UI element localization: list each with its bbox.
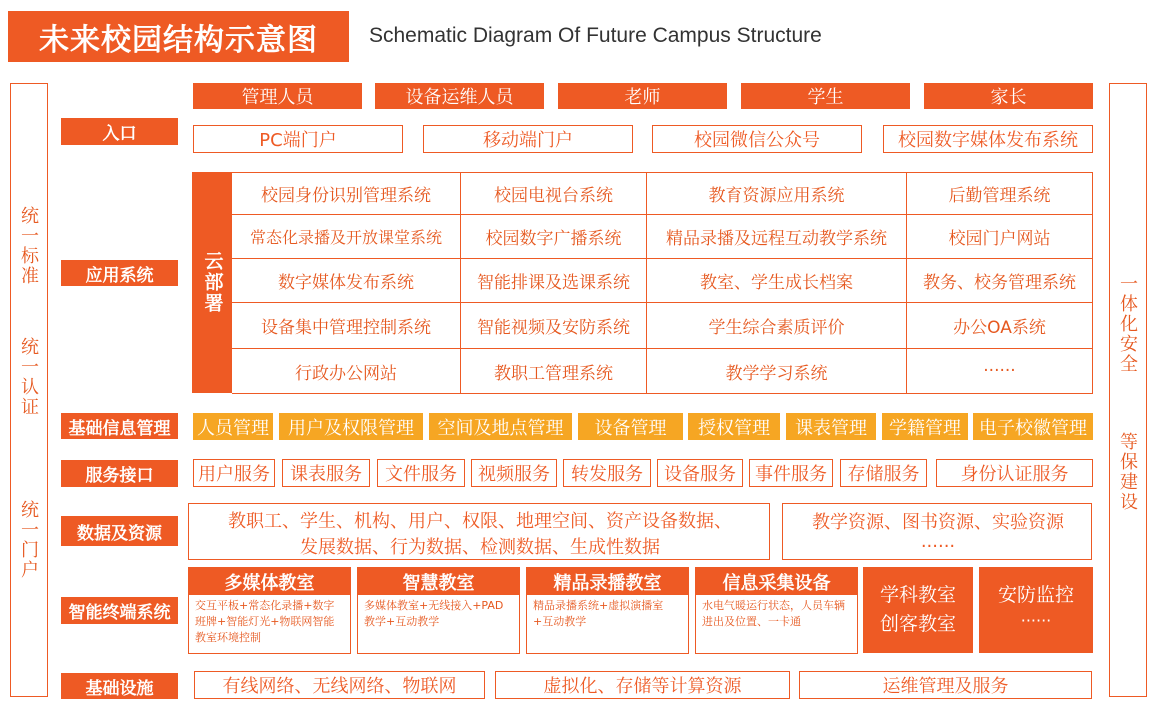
row-label-data: 数据及资源 xyxy=(61,516,178,546)
service-event: 事件服务 xyxy=(749,459,833,487)
left-label-standard: 统一标准 xyxy=(18,206,39,286)
app-cell: 后勤管理系统 xyxy=(907,173,1093,215)
info-space: 空间及地点管理 xyxy=(429,413,572,440)
entrance-media-system: 校园数字媒体发布系统 xyxy=(883,125,1093,153)
service-device: 设备服务 xyxy=(657,459,743,487)
app-cell: 教室、学生成长档案 xyxy=(647,259,907,303)
terminal-recording xyxy=(526,567,689,654)
app-cell: 数字媒体发布系统 xyxy=(232,259,461,303)
info-authorization: 授权管理 xyxy=(688,413,780,440)
terminal-security xyxy=(979,567,1093,653)
terminal-title: 多媒体教室 xyxy=(189,568,350,595)
info-schedule: 课表管理 xyxy=(786,413,876,440)
right-side-panel xyxy=(1109,83,1147,697)
app-cell: 智能排课及选课系统 xyxy=(461,259,647,303)
app-grid xyxy=(232,172,1093,393)
app-cell: 常态化录播及开放课堂系统 xyxy=(232,215,461,259)
data-left-line1: 教职工、学生、机构、用户、权限、地理空间、资产设备数据、 xyxy=(228,511,732,532)
left-side-panel xyxy=(10,83,48,697)
info-permission: 用户及权限管理 xyxy=(279,413,423,440)
user-parent: 家长 xyxy=(924,83,1093,109)
info-personnel: 人员管理 xyxy=(193,413,273,440)
page-subtitle: Schematic Diagram Of Future Campus Structure xyxy=(369,24,822,47)
app-cell: 行政办公网站 xyxy=(232,349,461,394)
terminal-desc: 交互平板+常态化录播+数字班牌+智能灯光+物联网智能教室环境控制 xyxy=(195,599,335,644)
service-forward: 转发服务 xyxy=(563,459,651,487)
row-label-apps: 应用系统 xyxy=(61,260,178,286)
terminal-multimedia xyxy=(188,567,351,654)
terminal-desc: 水电气暖运行状态，人员车辆进出及位置、一卡通 xyxy=(702,599,845,628)
infra-compute: 虚拟化、存储等计算资源 xyxy=(495,671,790,699)
terminal-desc: 多媒体教室+无线接入+PAD教学+互动教学 xyxy=(364,599,504,628)
terminal-title: 信息采集设备 xyxy=(696,568,857,595)
app-cell: 办公OA系统 xyxy=(907,303,1093,349)
app-cell: 校园数字广播系统 xyxy=(461,215,647,259)
infra-ops: 运维管理及服务 xyxy=(799,671,1092,699)
terminal-subject-maker xyxy=(863,567,973,653)
entrance-wechat: 校园微信公众号 xyxy=(652,125,862,153)
data-box-right xyxy=(782,503,1092,560)
data-right-line1: 教学资源、图书资源、实验资源 xyxy=(812,512,1064,533)
service-schedule: 课表服务 xyxy=(282,459,370,487)
row-label-entrance: 入口 xyxy=(61,118,178,145)
row-label-terminal: 智能终端系统 xyxy=(61,597,178,624)
app-cell: 精品录播及远程互动教学系统 xyxy=(647,215,907,259)
app-cell: 设备集中管理控制系统 xyxy=(232,303,461,349)
info-device: 设备管理 xyxy=(578,413,683,440)
right-label-protection: 等保建设 xyxy=(1117,432,1138,512)
app-cell: 教职工管理系统 xyxy=(461,349,647,394)
terminal-desc: 精品录播系统+虚拟演播室+互动教学 xyxy=(533,599,664,628)
cloud-deploy-label xyxy=(192,172,232,393)
data-box-left xyxy=(188,503,770,560)
left-label-portal: 统一门户 xyxy=(18,500,39,580)
data-left-line2: 发展数据、行为数据、检测数据、生成性数据 xyxy=(300,537,660,558)
app-cell: ······ xyxy=(907,349,1093,394)
app-cell: 校园门户网站 xyxy=(907,215,1093,259)
service-identity: 身份认证服务 xyxy=(936,459,1093,487)
app-cell: 学生综合素质评价 xyxy=(647,303,907,349)
right-label-security: 一体化安全 xyxy=(1117,274,1138,374)
data-right-line2: ······ xyxy=(920,535,956,557)
terminal-collection xyxy=(695,567,858,654)
row-label-infra: 基础设施 xyxy=(61,673,178,699)
app-cell: 校园身份识别管理系统 xyxy=(232,173,461,215)
left-label-auth: 统一认证 xyxy=(18,337,39,417)
terminal-extra-line: 创客教室 xyxy=(879,612,956,635)
terminal-title: 智慧教室 xyxy=(358,568,519,595)
service-storage: 存储服务 xyxy=(840,459,927,487)
info-badge: 电子校徽管理 xyxy=(973,413,1093,440)
terminal-smart-classroom xyxy=(357,567,520,654)
infra-network: 有线网络、无线网络、物联网 xyxy=(194,671,485,699)
user-student: 学生 xyxy=(741,83,910,109)
app-cell: 教育资源应用系统 xyxy=(647,173,907,215)
terminal-extra-line: 学科教室 xyxy=(879,583,956,606)
row-label-basic-info: 基础信息管理 xyxy=(61,413,178,439)
cloud-deploy-text: 云部署 xyxy=(201,251,224,314)
service-user: 用户服务 xyxy=(193,459,275,487)
app-cell: 教务、校务管理系统 xyxy=(907,259,1093,303)
info-status: 学籍管理 xyxy=(882,413,968,440)
page-title: 未来校园结构示意图 xyxy=(8,11,349,62)
entrance-mobile-portal: 移动端门户 xyxy=(423,125,633,153)
app-cell: 校园电视台系统 xyxy=(461,173,647,215)
service-file: 文件服务 xyxy=(377,459,465,487)
entrance-pc-portal: PC端门户 xyxy=(193,125,403,153)
service-video: 视频服务 xyxy=(471,459,557,487)
terminal-title: 精品录播教室 xyxy=(527,568,688,595)
user-admin: 管理人员 xyxy=(193,83,362,109)
app-cell: 智能视频及安防系统 xyxy=(461,303,647,349)
terminal-extra-line: ······ xyxy=(1020,610,1052,630)
user-teacher: 老师 xyxy=(558,83,727,109)
terminal-extra-line: 安防监控 xyxy=(997,583,1074,606)
user-maintenance: 设备运维人员 xyxy=(375,83,544,109)
row-label-service: 服务接口 xyxy=(61,460,178,487)
app-cell: 教学学习系统 xyxy=(647,349,907,394)
